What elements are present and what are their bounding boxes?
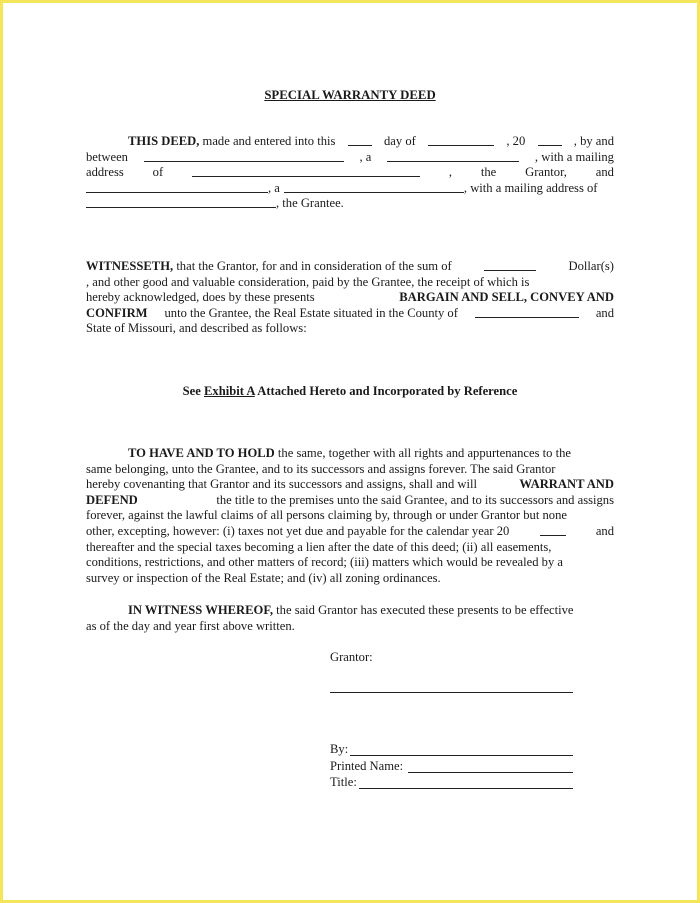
witnesseth-text: hereby acknowledged, does by these presents [86,290,315,305]
intro-text: , 20 [506,134,526,148]
intro-text: , [448,165,453,180]
witnesseth-text: Dollar(s) [568,259,614,273]
month-blank[interactable] [428,134,494,146]
witnesseth-lead: WITNESSETH, [86,259,174,273]
habendum-line [86,540,614,556]
intro-text: , with a mailing [534,149,614,164]
habendum-lead: TO HAVE AND TO HOLD [128,446,275,460]
witness-line [86,619,614,635]
habendum-line [86,446,614,462]
witness-text: as of the day and year first above written. [86,618,295,633]
intro-lead: THIS DEED, [128,134,200,148]
exhibit-text: Attached Hereto and Incorporated by Reference [257,384,518,398]
conveyance-terms: CONFIRM [86,305,148,320]
grantor-name-blank[interactable] [144,150,344,162]
intro-line [86,196,614,212]
by-label: By: [330,742,349,756]
year-blank[interactable] [538,134,562,146]
intro-text: and [595,165,614,180]
intro-text: , a [359,149,372,164]
habendum-text: forever, against the lawful claims of all persons claiming by, through or under Grantor but none [86,508,567,523]
witnesseth-line [86,321,614,337]
warranty-terms: DEFEND [86,492,138,507]
grantor-signature-line[interactable] [330,692,573,693]
witnesseth-text: State of Missouri, and described as follows: [86,321,307,336]
witness-text: the said Grantor has executed these presents to be effective [276,603,574,617]
grantee-name-blank[interactable] [86,181,268,193]
grantor-label: Grantor: [330,650,373,664]
exhibit-text: See [182,384,201,398]
intro-text: the [480,165,497,180]
habendum-paragraph [86,446,614,586]
witness-line [86,603,614,619]
intro-text: address [86,165,124,180]
habendum-text: conditions, restrictions, and other matters of record; (iii) matters which would be revealed by a [86,555,564,570]
witness-lead: IN WITNESS WHEREOF, [128,603,273,617]
witnesseth-text: that the Grantor, for and in consideration of the sum of [176,259,452,273]
consideration-amount-blank[interactable] [484,259,536,271]
habendum-text: survey or inspection of the Real Estate; and (iv) all zoning ordinances. [86,570,441,585]
intro-line [86,165,614,181]
intro-line [86,150,614,166]
grantor-address-blank[interactable] [192,165,420,177]
habendum-text: the title to the premises unto the said Grantee, and to its successors and assigns [216,492,614,507]
habendum-line [86,508,614,524]
witnesseth-line [86,290,614,306]
grantor-entity-blank[interactable] [387,150,519,162]
intro-text: , a [268,180,280,195]
witnesseth-text: , and other good and valuable consideration, paid by the Grantee, the receipt of which is [86,274,530,289]
intro-text: made and entered into this [202,134,336,148]
intro-text: Grantor, [525,165,567,180]
witnesseth-line [86,259,614,275]
intro-text: , the Grantee. [276,196,344,211]
exhibit-a-label: Exhibit A [204,384,255,398]
tax-year-blank[interactable] [540,524,566,536]
printed-name-label: Printed Name: [330,759,404,773]
exhibit-reference [0,384,700,400]
county-blank[interactable] [475,306,579,318]
intro-line [86,181,614,197]
habendum-text: other, excepting, however: (i) taxes not yet due and payable for the calendar year 20 [86,523,510,538]
habendum-text: same belonging, unto the Grantee, and to its successors and assigns forever. The said Grantor [86,461,556,476]
title-line[interactable] [359,788,573,789]
warranty-terms: WARRANT AND [519,477,614,492]
witnesseth-text: and [595,305,614,320]
witness-paragraph [86,603,614,634]
witnesseth-paragraph [86,259,614,337]
intro-text: between [86,149,128,164]
grantee-entity-blank[interactable] [284,181,464,193]
witnesseth-line [86,275,614,291]
habendum-text: and [595,523,614,538]
witnesseth-line [86,306,614,322]
intro-paragraph [86,134,614,212]
intro-text: , with a mailing address of [463,180,598,195]
habendum-line [86,477,614,493]
intro-text: day of [383,134,416,148]
habendum-line [86,524,614,540]
witnesseth-text: unto the Grantee, the Real Estate situated in the County of [164,305,458,320]
printed-name-line[interactable] [408,772,573,773]
title-label: Title: [330,775,357,789]
conveyance-terms: BARGAIN AND SELL, CONVEY AND [399,290,614,305]
habendum-line [86,555,614,571]
intro-text: of [152,165,164,180]
habendum-text: hereby covenanting that Grantor and its successors and assigns, shall and will [86,477,478,492]
grantee-address-blank[interactable] [86,196,276,208]
habendum-text: the same, together with all rights and appurtenances to the [277,446,571,460]
habendum-text: thereafter and the special taxes becoming a lien after the date of this deed; (ii) all easements, [86,539,552,554]
intro-line [86,134,614,150]
intro-text: , by and [573,134,614,148]
habendum-line [86,571,614,587]
habendum-line [86,462,614,478]
habendum-line [86,493,614,509]
document-title: SPECIAL WARRANTY DEED [264,88,436,102]
by-signature-line[interactable] [350,755,573,756]
day-blank[interactable] [348,134,372,146]
